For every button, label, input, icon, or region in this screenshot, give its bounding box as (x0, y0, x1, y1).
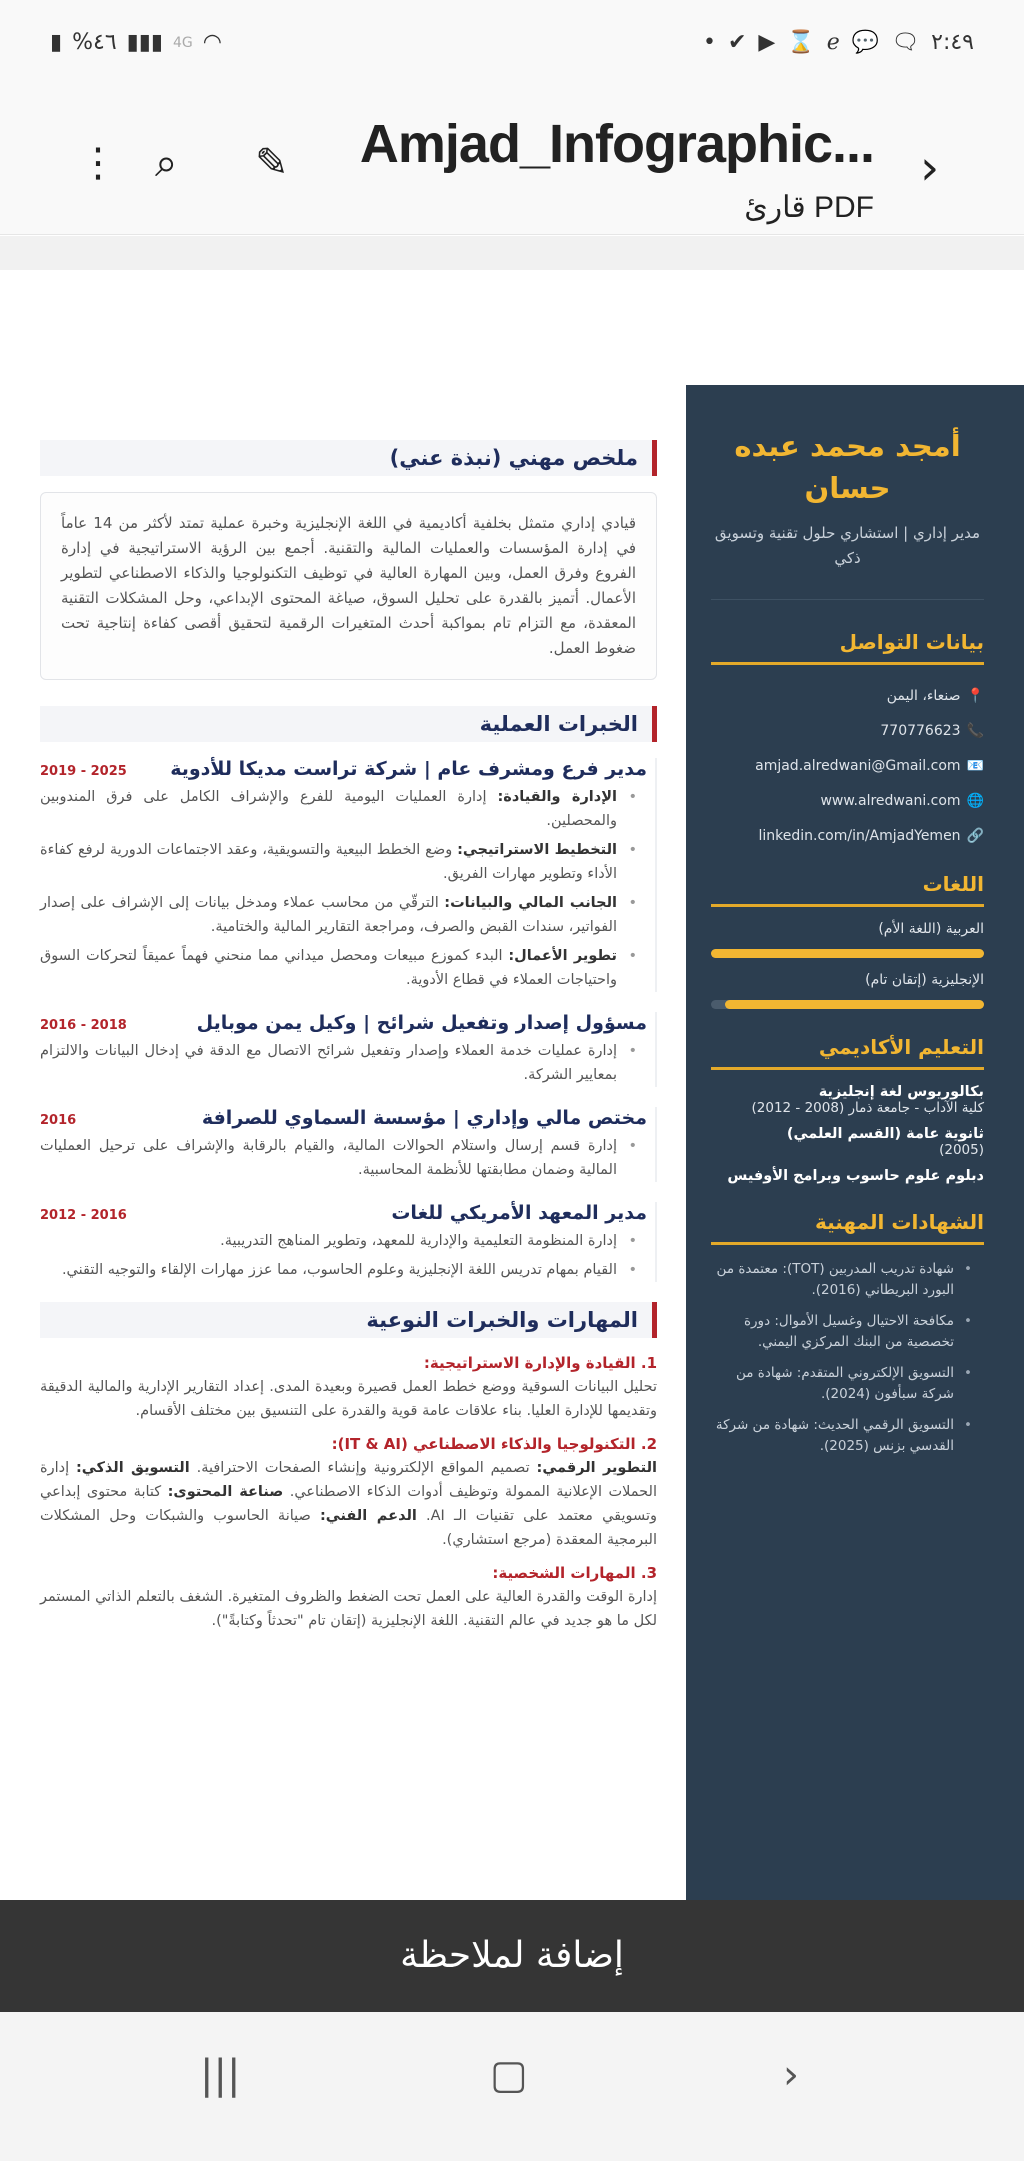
contact-text: صنعاء، اليمن (886, 688, 961, 704)
back-icon[interactable]: › (783, 2052, 799, 2098)
capcut-icon: ⌛ (787, 30, 815, 55)
contact-text[interactable]: amjad.alredwani@Gmail.com (755, 758, 961, 774)
job-header (40, 1202, 647, 1224)
education-title: دبلوم علوم حاسوب وبرامج الأوفيس (727, 1168, 984, 1184)
messenger-icon: 🗨 (891, 30, 920, 55)
skill-heading: 3. المهارات الشخصية: (492, 1564, 657, 1582)
contact-text[interactable]: www.alredwani.com (820, 793, 961, 809)
certification-item: • التسويق الرقمي الحديث: شهادة من شركة القدسي بزنس (2025). (711, 1415, 954, 1457)
job-header (40, 758, 647, 780)
bullet-label: الإدارة والقيادة: (497, 789, 617, 805)
resume-sidebar (686, 385, 1024, 1900)
skill-text (40, 1585, 657, 1633)
summary-heading: ملخص مهني (نبذة عني) (40, 440, 657, 476)
clock-time: ٢:٤٩ (931, 30, 974, 55)
resume-main (40, 440, 657, 1633)
skill-label: التطوير الرقمي: (536, 1460, 657, 1476)
job-bullet (40, 1134, 617, 1182)
job-bullet (40, 891, 617, 939)
chevron-right-icon[interactable]: › (920, 140, 940, 196)
contact-item (711, 749, 984, 784)
contact-heading: بيانات التواصل (711, 630, 984, 665)
contact-item (711, 714, 984, 749)
skills-list (40, 1354, 657, 1633)
skill-desc: إدارة الوقت والقدرة العالية على العمل تحت الضغط والظروف المتغيرة. الشغف بالتعلم الذاتي المستمر لكل ما هو جديد في عالم التقنية. اللغة الإنجليزية (إتقان تام "تحدثاً وكتابةً"). (40, 1589, 657, 1629)
search-icon[interactable]: ⌕ (155, 140, 178, 186)
bullet-text: إدارة قسم إرسال واستلام الحوالات المالية، والقيام بالرقابة والإشراف على ترحيل العمليات المالية وضمان مطابقتها للأنظمة المحاسبية. (40, 1138, 617, 1178)
skill-desc: صيانة الحاسوب والشبكات وحل المشكلات البرمجية المعقدة (مرجع استشاري). (40, 1508, 657, 1548)
skill-desc: إدارة الحملات الإعلانية الممولة وتوظيف أدوات الذكاء الاصطناعي. (40, 1460, 657, 1500)
more-options-icon[interactable]: ⋮ (78, 140, 118, 186)
language-label: الإنجليزية (إتقان تام) (865, 972, 984, 988)
job-entry (40, 1012, 657, 1087)
job-entry (40, 1202, 657, 1282)
experience-list (40, 758, 657, 1282)
skill-heading: 2. التكنولوجيا والذكاء الاصطناعي (IT & AI): (331, 1435, 657, 1453)
person-role: مدير إداري | استشاري حلول تقنية وتسويق ذكي (714, 524, 981, 567)
bullet-text: القيام بمهام تدريس اللغة الإنجليزية وعلوم الحاسوب، مما عزز مهارات الإلقاء والتوجيه التقني. (61, 1262, 617, 1278)
summary-text: قيادي إداري متمثل بخلفية أكاديمية في اللغة الإنجليزية وخبرة عملية تمتد لأكثر من 14 عاماً في إدارة المؤسسات والعمليات المالية والتقنية. أجمع بين الرؤية الاستراتيجية في إدارة الفروع وفرق العمل، وبين المهارة العالية في توظيف التكنولوجيا والذكاء الاصطناعي لتطوير الأعمال. أتميز بالقدرة على تحليل السوق، صياغة المحتوى الإبداعي، وحل المشكلات التقنية المعقدة، مع التزام تام بمواكبة أحدث المتغيرات الرقمية لتحقيق أقصى كفاءة إنتاجية تحت ضغوط العمل. (40, 492, 657, 680)
wifi-icon: ◠ (202, 30, 222, 55)
bullet-text: الترقّي من محاسب عملاء ومدخل بيانات إلى الإشراف على إصدار الفواتير، سندات القبض والصرف، ومراجعة التقارير المالية والختامية. (40, 895, 617, 935)
edit-icon[interactable]: ✎ (255, 140, 289, 186)
skill-label: صناعة المحتوى: (167, 1484, 284, 1500)
contact-list (711, 679, 984, 854)
job-bullet (40, 1258, 617, 1282)
language-level-bar (711, 949, 984, 958)
certifications-heading: الشهادات المهنية (711, 1210, 984, 1245)
contact-item (711, 819, 984, 854)
recent-apps-icon[interactable]: ||| (200, 2052, 241, 2098)
bullet-label: التخطيط الاستراتيجي: (457, 842, 617, 858)
language-label: العربية (اللغة الأم) (878, 921, 984, 937)
bullet-text: إدارة المنظومة التعليمية والإدارية للمعهد، وتطوير المناهج التدريبية. (220, 1233, 617, 1249)
chat-icon: 💬 (851, 30, 880, 55)
job-bullet (40, 1229, 617, 1253)
job-entry (40, 1107, 657, 1182)
divider (711, 599, 984, 600)
signal-icon: ▮▮▮ (126, 30, 163, 55)
app-icon: ℯ (826, 30, 840, 55)
job-bullet (40, 1039, 617, 1087)
skill-text (40, 1375, 657, 1423)
skill-text (40, 1456, 657, 1552)
link-icon: 🔗 (966, 828, 984, 844)
certification-item: • مكافحة الاحتيال وغسيل الأموال: دورة تخصصية من البنك المركزي اليمني. (711, 1311, 954, 1353)
bullet-text: إدارة العمليات اليومية للفرع والإشراف الكامل على فرق المندوبين والمحصلين. (40, 789, 617, 829)
system-nav-bar (0, 2012, 1024, 2161)
bullet-label: الجانب المالي والبيانات: (444, 895, 617, 911)
job-title: مسؤول إصدار وتفعيل شرائح | وكيل يمن موبايل (196, 1012, 647, 1034)
skills-heading: المهارات والخبرات النوعية (40, 1302, 657, 1338)
home-icon[interactable]: ▢ (490, 2052, 528, 2098)
youtube-icon: ▶ (758, 30, 776, 55)
contact-text[interactable]: linkedin.com/in/AmjadYemen (758, 828, 961, 844)
certifications-list (711, 1259, 984, 1457)
job-date: 2016 - 2018 (40, 1018, 127, 1033)
job-title: مدير المعهد الأمريكي للغات (391, 1202, 647, 1224)
language-level-fill (711, 949, 984, 958)
phone-icon: 📞 (966, 723, 984, 739)
job-header (40, 1012, 647, 1034)
education-list (711, 1084, 984, 1184)
job-date: 2016 (40, 1113, 77, 1128)
skill-label: الدعم الفني: (319, 1508, 417, 1524)
education-detail: (2005) (939, 1142, 984, 1158)
job-title: مختص مالي وإداري | مؤسسة السماوي للصرافة (201, 1107, 647, 1129)
email-icon: 📧 (966, 758, 984, 774)
language-level-fill (725, 1000, 984, 1009)
contact-item (711, 679, 984, 714)
certification-item: • التسويق الإلكتروني المتقدم: شهادة من شركة سبأفون (2024). (711, 1363, 954, 1405)
app-subtitle: قارئ PDF (744, 191, 874, 224)
bullet-text: إدارة عمليات خدمة العملاء وإصدار وتفعيل شرائح الاتصال مع الدقة في إدخال البيانات والالتزام بمعايير الشركة. (40, 1043, 617, 1083)
job-entry (40, 758, 657, 992)
job-date: 2012 - 2016 (40, 1208, 127, 1223)
skill-label: التسويق الذكي: (76, 1460, 190, 1476)
notification-dot-icon: • (703, 30, 716, 55)
bullet-label: تطوير الأعمال: (508, 948, 617, 964)
skill-desc: تحليل البيانات السوقية ووضع خطط العمل قصيرة وبعيدة المدى. إعداد التقارير الإدارية والمالية الدقيقة وتقديمها للإدارة العليا. بناء علاقات عامة قوية والقدرة على التنسيق بين مختلف الأقسام. (40, 1379, 657, 1419)
battery-percent: %٤٦ (72, 30, 117, 55)
skill-heading: 1. القيادة والإدارة الاستراتيجية: (423, 1354, 657, 1372)
check-icon: ✔ (727, 30, 747, 55)
job-bullet (40, 785, 617, 833)
toolbar-divider (0, 236, 1024, 270)
status-bar (0, 0, 1024, 85)
bullet-text: البدء كموزع مبيعات ومحصل ميداني مما منحني فهماً عميقاً لتحركات السوق واحتياجات العملاء في قطاع الأدوية. (40, 948, 617, 988)
contact-text: 770776623 (880, 723, 961, 739)
job-date: 2019 - 2025 (40, 764, 127, 779)
skill-desc: تصميم المواقع الإلكترونية وإنشاء الصفحات الاحترافية. (189, 1460, 537, 1476)
bullet-text: وضع الخطط البيعية والتسويقية، وعقد الاجتماعات الدورية لرفع كفاءة الأداء وتطوير مهارات الفريق. (40, 842, 617, 882)
globe-icon: 🌐 (966, 793, 984, 809)
contact-item (711, 784, 984, 819)
add-note-button[interactable]: إضافة لملاحظة (0, 1900, 1024, 2012)
job-bullet (40, 944, 617, 992)
education-detail: كلية الآداب - جامعة ذمار (2008 - 2012) (751, 1100, 984, 1116)
languages-heading: اللغات (711, 872, 984, 907)
document-title: Amjad_Infographic... (359, 114, 874, 174)
job-bullet (40, 838, 617, 886)
language-level-bar (711, 1000, 984, 1009)
person-name: أمجد محمد عبده حسان (734, 429, 961, 505)
location-pin-icon: 📍 (966, 688, 984, 704)
network-4g-icon: 4G (172, 34, 193, 51)
skill-desc: كتابة محتوى إبداعي وتسويقي معتمد على تقنيات الـ AI. (40, 1484, 657, 1524)
experience-heading: الخبرات العملية (40, 706, 657, 742)
app-header (0, 85, 1024, 235)
education-heading: التعليم الأكاديمي (711, 1035, 984, 1070)
battery-icon: ▮ (50, 30, 63, 55)
job-title: مدير فرع ومشرف عام | شركة تراست مديكا للأدوية (170, 758, 647, 780)
education-title: بكالوريوس لغة إنجليزية (818, 1084, 984, 1100)
certification-item: • شهادة تدريب المدربين (TOT): معتمدة من البورد البريطاني (2016). (711, 1259, 954, 1301)
languages-list (711, 921, 984, 1009)
job-header (40, 1107, 647, 1129)
education-title: ثانوية عامة (القسم العلمي) (786, 1126, 984, 1142)
